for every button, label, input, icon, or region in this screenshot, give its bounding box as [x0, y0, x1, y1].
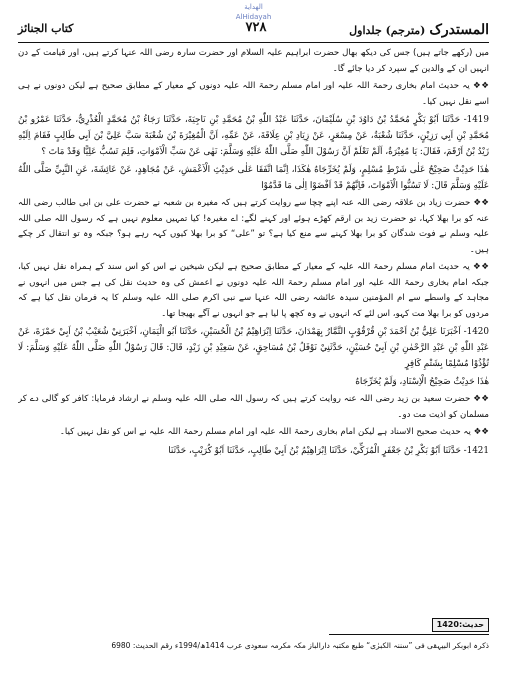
hadith-arabic-1419: 1419- حَدَّثَنَا اَبُوْ بَكْرٍ مُحَمَّدُ بْنُ دَاوُدَ بْنِ سُلَيْمَانَ، حَدَّثَنَا عَبْدُ اللّٰهِ بْنُ مُحَمَّدِ بْنِ نَاجِيَةَ، حَدَّثَنَا رَجَاءُ بْنُ مُحَمَّدٍ الْعُذْرِيُّ، حَدَّثَنَا عَمْرُو بْنُ مُحَمَّدِ بْنِ اَبِي رَزِيْنٍ، حَدَّثَنَا شُعْبَةُ، عَنْ مِسْعَرٍ، عَنْ زِيَادِ بْنِ عِلَاقَةَ، عَنْ عَمِّهِ، اَنَّ الْمُغِيْرَةَ بْنَ شُعْبَةَ سَبَّ عَلِيَّ بْنَ اَبِي طَالِبٍ فَقَامَ اِلَيْهِ زَيْدُ بْنُ اَرْقَمَ، فَقَالَ: يَا مُغِيْرَةُ، اَلَمْ تَعْلَمْ اَنَّ رَسُوْلَ اللّٰهِ صَلَّى اللّٰهُ عَلَيْهِ وَسَلَّمَ: نَهٰى عَنْ سَبِّ الْاَمْوَاتِ، فَلِمَ تَسُبُّ عَلِيًّا وَقَدْ مَاتَ ؟ [18, 115, 489, 157]
site-name-latin: AlHidayah [235, 13, 272, 21]
footnote-hadith-badge: حدیث:1420 [432, 618, 489, 632]
hadith-translation-1420: ❖❖ حضرت سعید بن زید رضی اللہ عنہ روایت کرتے ہیں کہ رسول اللہ صلی اللہ علیہ وسلم نے ارشاد فرمایا: کافر کو گالی دے کر مسلمان کو اذیت مت دو۔ [18, 394, 489, 420]
hadith-arabic-1421: 1421- حَدَّثَنَا اَبُوْ بَكْرِ بْنُ جَعْفَرٍ الْمُزَكِّيْ، حَدَّثَنَا اِبْرَاهِيْمُ بْنُ اَبِيْ طَالِبٍ، حَدَّثَنَا اَبُوْ كُرَيْبٍ، حَدَّثَنَا [168, 445, 489, 456]
paragraph: میں (رکھے جاتے ہیں) جس کی دیکھ بھال حضرت ابراہیم علیہ السلام اور حضرت سارہ رضی اللہ عنہا کرتے ہیں، اور قیامت کے دن انہیں ان کے والدین کے سپرد کر دیا جائے گا۔ [18, 48, 489, 74]
hadith-arabic-1420: 1420- اَخْبَرَنَا عَلِيُّ بْنُ اَحْمَدَ بْنِ قُرْقُوْبٍ التَّمَّارُ بِهَمْدَانَ، حَدَّثَنَا اِبْرَاهِيْمُ بْنُ الْحُسَيْنِ، حَدَّثَنَا اَبُو الْيَمَانِ، اَخْبَرَنِيْ شُعَيْبُ بْنُ اَبِيْ حَمْزَةَ، عَنْ عَبْدِ اللّٰهِ بْنِ عَبْدِ الرَّحْمٰنِ بْنِ اَبِيْ حُسَيْنٍ، حَدَّثَنِيْ نَوْفَلُ بْنُ مُسَاحِقٍ، عَنْ سَعِيْدِ بْنِ زَيْدٍ، قَالَ: قَالَ رَسُوْلُ اللّٰهِ صَلَّى اللّٰهُ عَلَيْهِ وَسَلَّمَ: لَا تُؤْذُوْا مُسْلِمًا بِشَتْمِ كَافِرٍ [18, 327, 489, 369]
page-body [18, 46, 489, 631]
grading-note: ❖❖ یہ حدیث امام بخاری رحمۃ اللہ علیہ اور امام مسلم رحمۃ اللہ علیہ دونوں کے معیار کے مطابق صحیح ہے لیکن دونوں نے ہی اسے نقل نہیں کیا۔ [18, 81, 489, 107]
footnote-text: ذکرہ ابوبکر البیہقی فی ”سننہ الکبرٰی“ طبع مکتبہ دارالباز مکہ مکرمہ سعودی عرب 1414ھ/1994ء رقم الحدیث: 6980 [111, 641, 489, 650]
grading-arabic: هٰذَا حَدِيْثٌ صَحِيْحٌ عَلٰى شَرْطِ مُسْلِمٍ، وَلَمْ يُخَرِّجَاهُ هٰكَذَا، اِنَّمَا اتَّفَقَا عَلٰى حَدِيْثِ الْاَعْمَشِ، عَنْ مُجَاهِدٍ، عَنْ عَائِشَةَ، عَنِ النَّبِيِّ صَلَّى اللّٰهُ عَلَيْهِ وَسَلَّمَ قَالَ: لَا تَسُبُّوا الْاَمْوَاتَ، فَاِنَّهُمْ قَدْ اَفْضَوْا اِلٰى مَا قَدَّمُوْا [18, 165, 489, 191]
grading-arabic: هٰذَا حَدِيْثٌ صَحِيْحُ الْاِسْنَادِ، وَلَمْ يُخَرِّجَاهُ [355, 377, 489, 387]
grading-note: ❖❖ یہ حدیث صحیح الاسناد ہے لیکن امام بخاری رحمۃ اللہ علیہ اور امام مسلم رحمۃ اللہ علیہ نے اس کو نقل نہیں کیا۔ [59, 427, 489, 437]
header-divider [18, 42, 489, 43]
brand-title: المستدرک [429, 22, 489, 38]
book-volume [349, 22, 489, 38]
volume-label: (مترجم) جلداول [349, 24, 426, 37]
hadith-translation-1419: ❖❖ حضرت زیاد بن علاقہ رضی اللہ عنہ اپنے چچا سے روایت کرتے ہیں کہ مغیرہ بن شعبہ نے حضرت علی بن ابی طالب رضی اللہ عنہ کو برا بھلا کہا، تو حضرت زید بن ارقم کھڑے ہوئے اور کہنے لگے: اے مغیرہ! کیا تمہیں معلوم نہیں ہے کہ رسول اللہ صلی اللہ علیہ وسلم نے فوت شدگان کو برا بھلا کہنے سے منع کیا ہے؟ تو ”علی“ کو برا بھلا کیوں کہہ رہے ہو؟ جبکہ وہ تو انتقال کر چکے ہیں۔ [18, 198, 489, 255]
chapter-title: کتاب الجنائز [18, 22, 74, 35]
page-header [18, 20, 489, 42]
site-name-urdu: الهداية [244, 3, 263, 11]
page-number: ٧٢٨ [245, 20, 267, 35]
footnote-divider [329, 634, 489, 635]
grading-note: ❖❖ یہ حدیث امام مسلم رحمۃ اللہ علیہ کے معیار کے مطابق صحیح ہے لیکن شیخین نے اس کو اس سند کے ہمراہ نقل نہیں کیا، جبکہ امام بخاری رحمۃ اللہ علیہ اور امام مسلم رحمۃ اللہ علیہ دونوں نے اعمش کی وہ حدیث نقل کی ہے جس میں انہوں نے مجاہد کے واسطے سے ام المؤمنین سیدہ عائشہ رضی اللہ عنہا سے نبی اکرم صلی اللہ علیہ وسلم کا یہ فرمان نقل کیا ہے کہ مردوں کو برا بھلا مت کہو، اس لئے کہ انہوں نے وہ کچھ پا لیا ہے جو انہوں نے آگے بھیجا تھا۔ [18, 262, 489, 319]
site-watermark [0, 2, 507, 22]
